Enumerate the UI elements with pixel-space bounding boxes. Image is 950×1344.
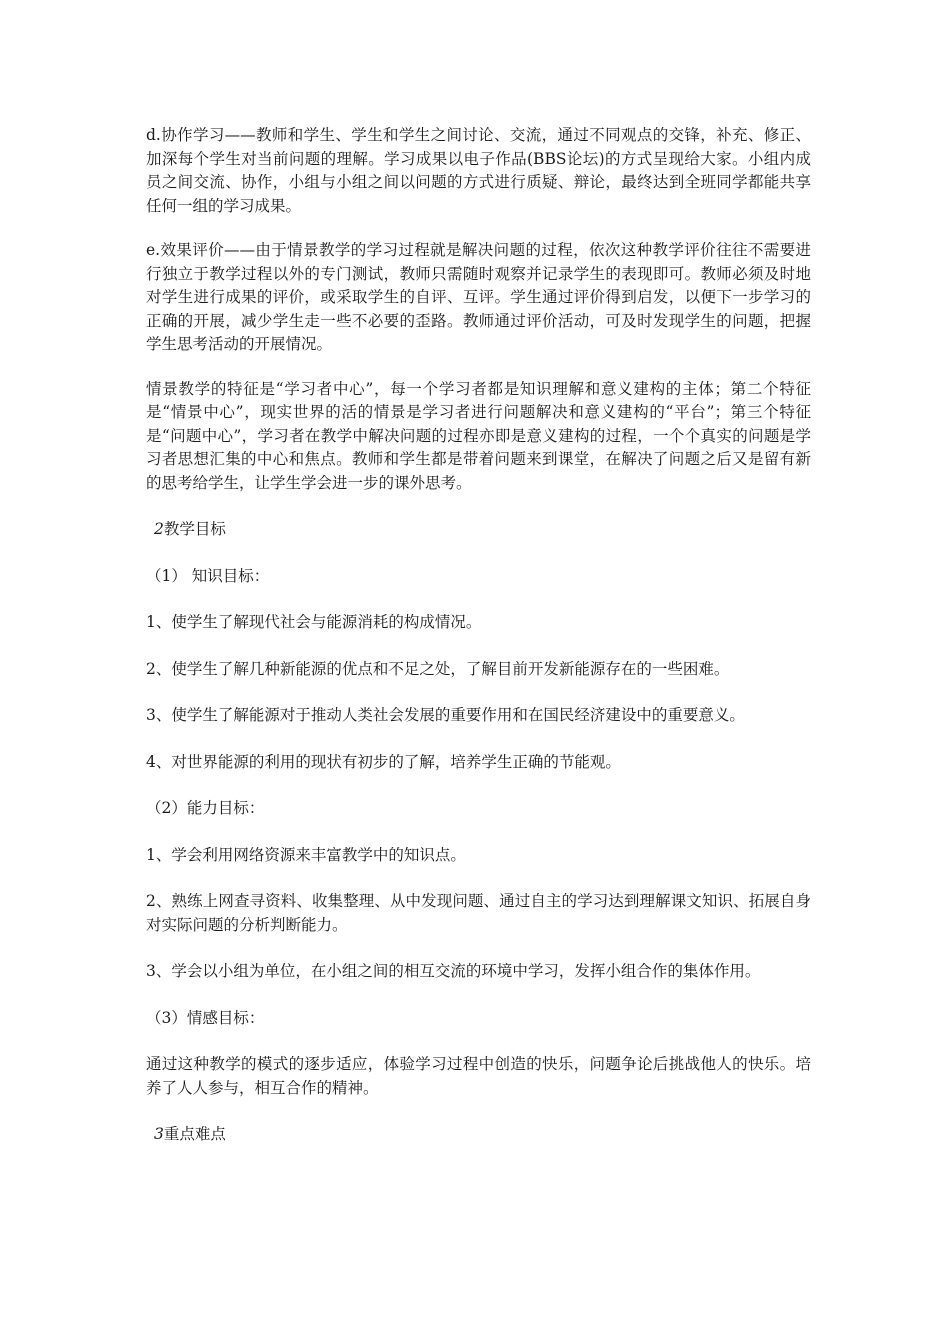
document-page — [146, 124, 811, 1147]
subheading-ability-goals: （2）能力目标： — [146, 799, 265, 817]
paragraph-effect-evaluation: e.效果评价——由于情景教学的学习过程就是解决问题的过程，依次这种教学评价往往不需要进行独立于教学过程以外的专门测试，教师只需随时观察并记录学生的表现即可。教师必须及时地对学生进行成果的评价，或采取学生的自评、互评。学生通过评价得到启发，以便下一步学习的正确的开展，减少学生走一些不必要的歪路。教师通过评价活动，可及时发现学生的问题，把握学生思考活动的开展情况。 — [146, 241, 811, 353]
section-title: 教学目标 — [163, 520, 226, 538]
list-item: 3、使学生了解能源对于推动人类社会发展的重要作用和在国民经济建设中的重要意义。 — [146, 706, 745, 724]
subheading-knowledge-goals: （1） 知识目标： — [146, 566, 270, 585]
list-item: 3、学会以小组为单位，在小组之间的相互交流的环境中学习，发挥小组合作的集体作用。 — [146, 962, 761, 980]
list-item: 1、学会利用网络资源来丰富教学中的知识点。 — [146, 845, 466, 864]
subheading-emotion-goals: （3）情感目标： — [146, 1008, 265, 1027]
section-number: 2 — [154, 520, 164, 538]
paragraph-features: 情景教学的特征是“学习者中心”，每一个学习者都是知识理解和意义建构的主体；第二个特征是“情景中心”，现实世界的活的情景是学习者进行问题解决和意义建构的“平台”；第三个特征是“问题中心”，学习者在教学中解决问题的过程亦即是意义建构的过程，一个个真实的问题是学习者思想汇集的中心和焦点。教师和学生都是带着问题来到课堂，在解决了问题之后又是留有新的思考给学生，让学生学会进一步的课外思考。 — [146, 379, 811, 492]
section-heading-key-difficulties — [146, 1123, 811, 1147]
list-item: 1、使学生了解现代社会与能源消耗的构成情况。 — [146, 613, 482, 631]
list-item: 2、熟练上网查寻资料、收集整理、从中发现问题、通过自主的学习达到理解课文知识、拓展自身对实际问题的分析判断能力。 — [146, 892, 811, 934]
section-number: 3 — [154, 1125, 164, 1143]
list-item: 4、对世界能源的利用的现状有初步的了解，培养学生正确的节能观。 — [146, 752, 621, 771]
section-heading-teaching-goals — [146, 518, 811, 542]
list-item: 2、使学生了解几种新能源的优点和不足之处，了解目前开发新能源存在的一些困难。 — [146, 659, 730, 678]
paragraph-emotion-goals: 通过这种教学的模式的逐步适应，体验学习过程中创造的快乐，问题争论后挑战他人的快乐。培养了人人参与，相互合作的精神。 — [146, 1055, 811, 1097]
paragraph-collaborative-learning: d.协作学习——教师和学生、学生和学生之间讨论、交流，通过不同观点的交锋，补充、修正、加深每个学生对当前问题的理解。学习成果以电子作品(BBS论坛)的方式呈现给大家。小组内成员之间交流、协作，小组与小组之间以问题的方式进行质疑、辩论，最终达到全班同学都能共享任何一组的学习成果。 — [146, 126, 811, 215]
section-title: 重点难点 — [163, 1125, 226, 1143]
